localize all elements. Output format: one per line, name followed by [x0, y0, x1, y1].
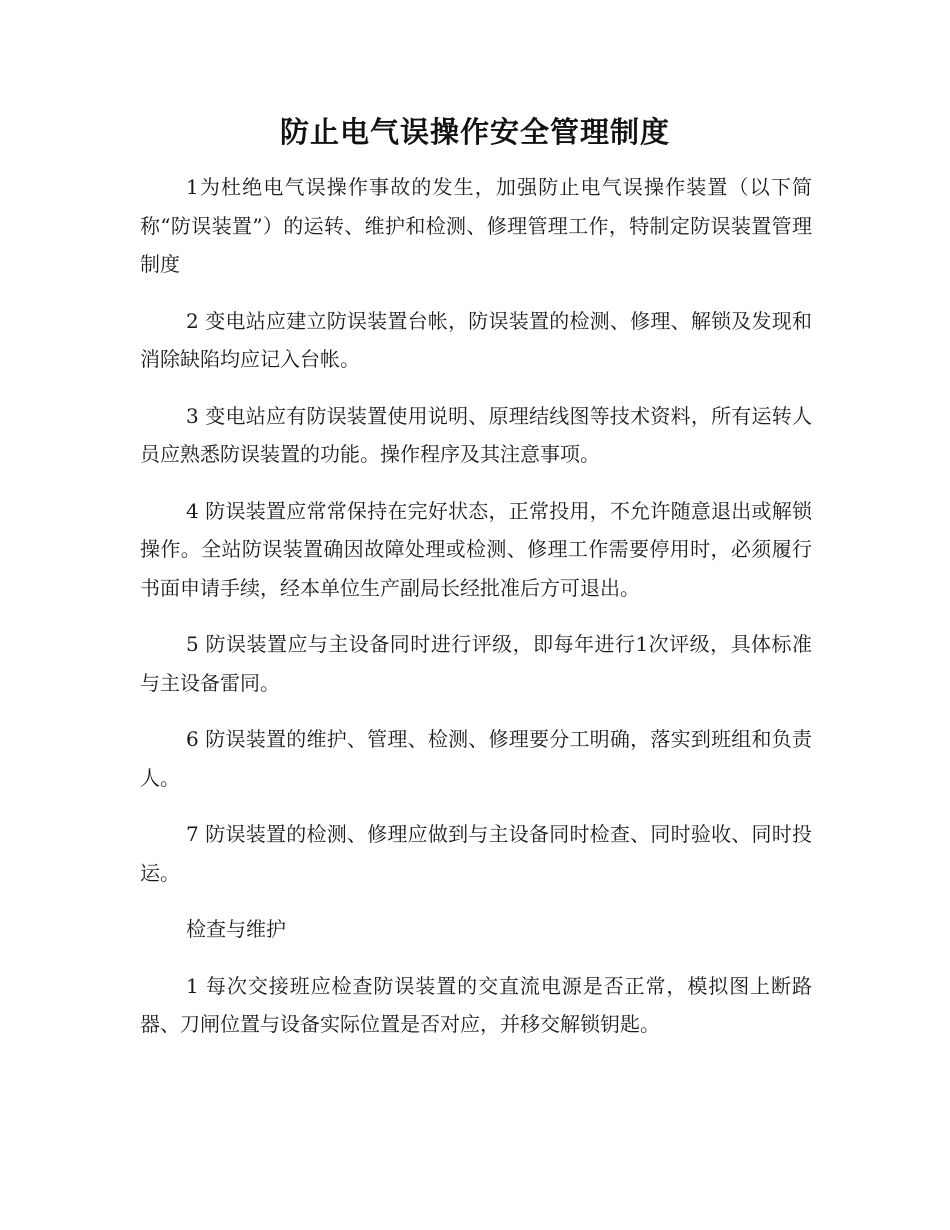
document-body	[140, 168, 812, 1062]
paragraph-7: 7 防误装置的检测、修理应做到与主设备同时检查、同时验收、同时投运。	[140, 822, 812, 885]
section-heading-inspection: 检查与维护	[186, 917, 286, 941]
document-title: 防止电气误操作安全管理制度	[279, 115, 670, 149]
paragraph-6: 6 防误装置的维护、管理、检测、修理要分工明确，落实到班组和负责人。	[140, 727, 812, 790]
paragraph-5: 5 防误装置应与主设备同时进行评级，即每年进行1次评级，具体标准与主设备雷同。	[140, 632, 812, 695]
paragraph-2: 2 变电站应建立防误装置台帐，防误装置的检测、修理、解锁及发现和消除缺陷均应记入台帐。	[140, 308, 812, 371]
paragraph-4: 4 防误装置应常常保持在完好状态，正常投用，不允许随意退出或解锁操作。全站防误装置确因故障处理或检测、修理工作需要停用时，必须履行书面申请手续，经本单位生产副局长经批准后方可退出。	[140, 498, 812, 600]
paragraph-8: 1 每次交接班应检查防误装置的交直流电源是否正常，模拟图上断路器、刀闸位置与设备实际位置是否对应，并移交解锁钥匙。	[140, 973, 812, 1036]
paragraph-3: 3 变电站应有防误装置使用说明、原理结线图等技术资料，所有运转人员应熟悉防误装置的功能。操作程序及其注意事项。	[140, 403, 812, 466]
paragraph-1: 1为杜绝电气误操作事故的发生，加强防止电气误操作装置（以下简称“防误装置”）的运转、维护和检测、修理管理工作，特制定防误装置管理制度	[140, 175, 812, 276]
